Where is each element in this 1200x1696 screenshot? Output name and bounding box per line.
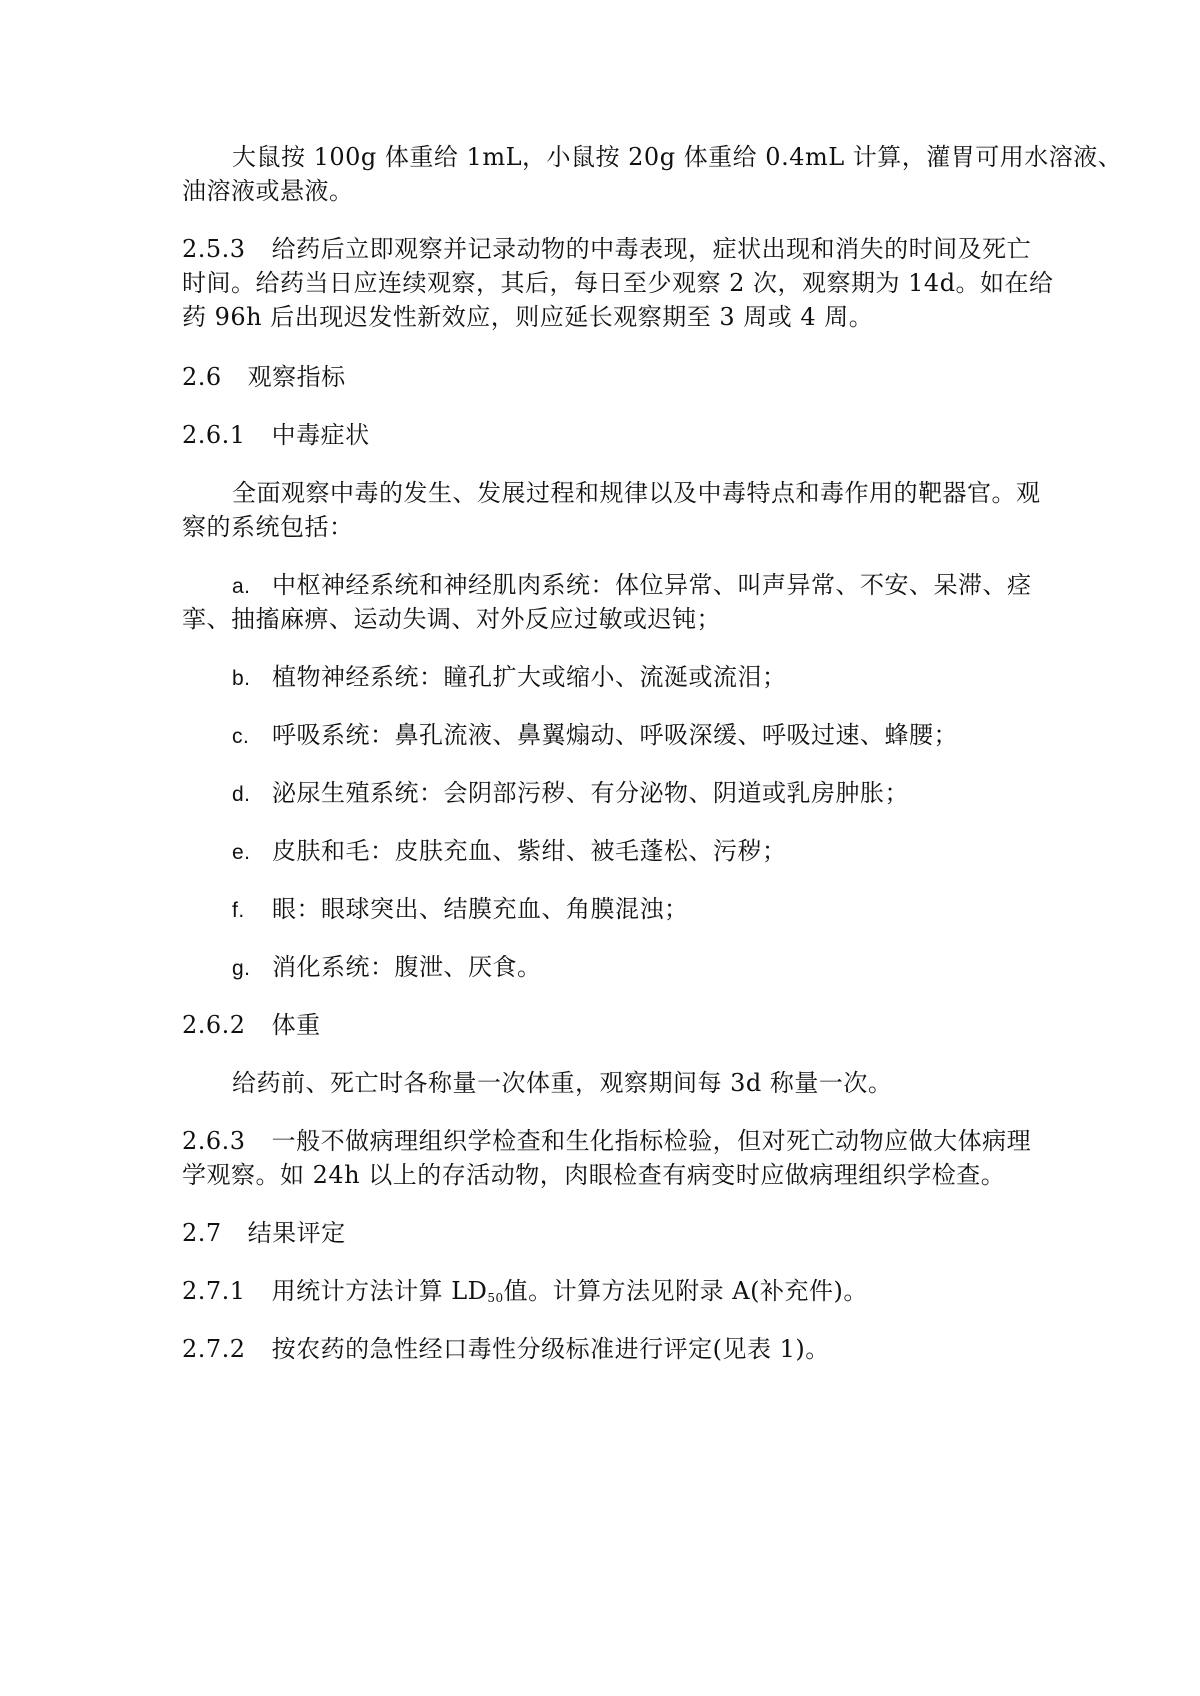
list-label: g. (232, 957, 251, 980)
section-2-5-3-line-2: 时间。给药当日应连续观察，其后，每日至少观察 2 次，观察期为 14d。如在给 (182, 269, 1054, 297)
list-label: b. (232, 667, 251, 690)
section-number: 2.7.1 (182, 1277, 246, 1305)
section-number: 2.6.2 (182, 1011, 246, 1039)
list-item-f (232, 892, 1082, 928)
ld-subscript: 50 (487, 1291, 504, 1305)
list-text: 植物神经系统：瞳孔扩大或缩小、流涎或流泪； (272, 663, 787, 691)
section-2-5-3-line-1 (182, 232, 1032, 266)
paragraph-dosage-line-1: 大鼠按 100g 体重给 1mL，小鼠按 20g 体重给 0.4mL 计算，灌胃可用水溶液、 (232, 143, 1123, 171)
list-text: 呼吸系统：鼻孔流液、鼻翼煽动、呼吸深缓、呼吸过速、蜂腰； (272, 721, 958, 749)
section-number: 2.6.1 (182, 421, 246, 449)
section-title: 体重 (271, 1011, 321, 1039)
heading-2-6-2 (182, 1008, 1032, 1042)
section-number: 2.7.2 (182, 1335, 246, 1363)
list-label: d. (232, 783, 251, 806)
section-text-post: 值。计算方法见附录 A(补充件)。 (503, 1277, 868, 1305)
paragraph-symptoms-line-2: 察的系统包括： (182, 513, 354, 541)
section-number: 2.7 (182, 1219, 222, 1247)
section-text: 按农药的急性经口毒性分级标准进行评定(见表 1)。 (271, 1335, 830, 1363)
list-label: c. (232, 725, 250, 748)
list-item-b (232, 660, 1082, 696)
section-title: 中毒症状 (271, 421, 370, 449)
section-2-7-2 (182, 1332, 1032, 1366)
section-number: 2.6 (182, 363, 222, 391)
list-item-a-line-1 (232, 568, 1082, 604)
list-text: 皮肤和毛：皮肤充血、紫绀、被毛蓬松、污秽； (272, 837, 787, 865)
list-text: 泌尿生殖系统：会阴部污秽、有分泌物、阴道或乳房肿胀； (272, 779, 909, 807)
list-text: 眼：眼球突出、结膜充血、角膜混浊； (272, 895, 689, 923)
list-item-e (232, 834, 1082, 870)
section-2-6-3-line-1 (182, 1124, 1032, 1158)
section-title: 观察指标 (247, 363, 346, 391)
list-label: f. (232, 899, 245, 922)
paragraph-body-weight: 给药前、死亡时各称量一次体重，观察期间每 3d 称量一次。 (232, 1069, 893, 1097)
section-title: 结果评定 (247, 1219, 346, 1247)
list-label: a. (232, 575, 251, 598)
heading-2-6-1 (182, 418, 1032, 452)
section-text-pre: 用统计方法计算 LD (271, 1277, 488, 1305)
list-item-c (232, 718, 1082, 754)
section-2-7-1 (182, 1274, 1032, 1315)
list-text: 消化系统：腹泄、厌食。 (272, 953, 542, 981)
section-number: 2.6.3 (182, 1127, 246, 1155)
list-label: e. (232, 841, 251, 864)
heading-2-7 (182, 1216, 1032, 1250)
section-2-5-3-line-3: 药 96h 后出现迟发性新效应，则应延长观察期至 3 周或 4 周。 (182, 303, 874, 331)
section-text: 给药后立即观察并记录动物的中毒表现，症状出现和消失的时间及死亡 (271, 235, 1032, 263)
section-number: 2.5.3 (182, 235, 246, 263)
list-item-d (232, 776, 1082, 812)
list-item-g (232, 950, 1082, 986)
heading-2-6 (182, 360, 1032, 394)
list-text: 中枢神经系统和神经肌肉系统：体位异常、叫声异常、不安、呆滞、痉 (272, 571, 1032, 599)
section-text: 一般不做病理组织学检查和生化指标检验，但对死亡动物应做大体病理 (271, 1127, 1032, 1155)
paragraph-dosage-line-2: 油溶液或悬液。 (182, 177, 354, 205)
section-2-6-3-line-2: 学观察。如 24h 以上的存活动物，肉眼检查有病变时应做病理组织学检查。 (182, 1161, 1006, 1189)
paragraph-symptoms-line-1: 全面观察中毒的发生、发展过程和规律以及中毒特点和毒作用的靶器官。观 (232, 479, 1041, 507)
list-item-a-line-2: 挛、抽搐麻痹、运动失调、对外反应过敏或迟钝； (182, 605, 721, 633)
